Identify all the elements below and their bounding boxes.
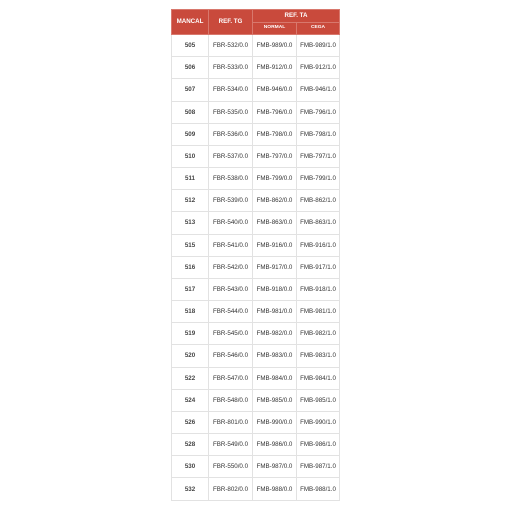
cell-ref-ta-normal: FMB-984/0.0	[253, 367, 297, 389]
table-row	[172, 190, 340, 212]
cell-ref-tg: FBR-534/0.0	[209, 79, 253, 101]
table-row	[172, 123, 340, 145]
cell-ref-tg: FBR-550/0.0	[209, 456, 253, 478]
cell-mancal: 512	[172, 190, 209, 212]
cell-ref-ta-normal: FMB-862/0.0	[253, 190, 297, 212]
cell-ref-ta-normal: FMB-981/0.0	[253, 301, 297, 323]
cell-ref-ta-cega: FMB-862/1.0	[297, 190, 340, 212]
cell-ref-ta-cega: FMB-798/1.0	[297, 123, 340, 145]
cell-ref-ta-normal: FMB-985/0.0	[253, 389, 297, 411]
cell-mancal: 505	[172, 35, 209, 57]
cell-mancal: 522	[172, 367, 209, 389]
table-row	[172, 345, 340, 367]
table-row	[172, 301, 340, 323]
cell-ref-ta-normal: FMB-912/0.0	[253, 57, 297, 79]
cell-mancal: 518	[172, 301, 209, 323]
mancal-reference-table-container	[171, 9, 339, 501]
cell-ref-ta-cega: FMB-984/1.0	[297, 367, 340, 389]
cell-ref-ta-cega: FMB-863/1.0	[297, 212, 340, 234]
cell-ref-tg: FBR-547/0.0	[209, 367, 253, 389]
table-body	[172, 35, 340, 501]
cell-ref-tg: FBR-533/0.0	[209, 57, 253, 79]
cell-ref-tg: FBR-546/0.0	[209, 345, 253, 367]
cell-ref-ta-cega: FMB-918/1.0	[297, 278, 340, 300]
table-row	[172, 168, 340, 190]
cell-ref-ta-cega: FMB-987/1.0	[297, 456, 340, 478]
header-ref-ta: REF. TA	[253, 10, 340, 23]
table-row	[172, 145, 340, 167]
cell-mancal: 517	[172, 278, 209, 300]
cell-mancal: 532	[172, 478, 209, 500]
cell-mancal: 530	[172, 456, 209, 478]
cell-ref-ta-normal: FMB-799/0.0	[253, 168, 297, 190]
cell-mancal: 528	[172, 434, 209, 456]
cell-ref-ta-cega: FMB-916/1.0	[297, 234, 340, 256]
header-normal: NORMAL	[253, 23, 297, 35]
cell-ref-ta-cega: FMB-986/1.0	[297, 434, 340, 456]
table-row	[172, 256, 340, 278]
table-row	[172, 478, 340, 500]
cell-ref-ta-normal: FMB-982/0.0	[253, 323, 297, 345]
cell-mancal: 507	[172, 79, 209, 101]
cell-ref-ta-cega: FMB-946/1.0	[297, 79, 340, 101]
table-row	[172, 101, 340, 123]
cell-ref-ta-cega: FMB-982/1.0	[297, 323, 340, 345]
cell-ref-tg: FBR-548/0.0	[209, 389, 253, 411]
cell-ref-ta-cega: FMB-797/1.0	[297, 145, 340, 167]
cell-ref-ta-cega: FMB-981/1.0	[297, 301, 340, 323]
table-row	[172, 212, 340, 234]
cell-ref-ta-normal: FMB-863/0.0	[253, 212, 297, 234]
cell-ref-ta-cega: FMB-917/1.0	[297, 256, 340, 278]
cell-ref-ta-normal: FMB-990/0.0	[253, 411, 297, 433]
table-row	[172, 57, 340, 79]
cell-ref-tg: FBR-542/0.0	[209, 256, 253, 278]
cell-mancal: 519	[172, 323, 209, 345]
cell-ref-ta-normal: FMB-983/0.0	[253, 345, 297, 367]
cell-ref-ta-cega: FMB-990/1.0	[297, 411, 340, 433]
cell-ref-tg: FBR-801/0.0	[209, 411, 253, 433]
cell-ref-ta-cega: FMB-989/1.0	[297, 35, 340, 57]
table-row	[172, 434, 340, 456]
header-mancal: MANCAL	[172, 10, 209, 35]
cell-ref-ta-cega: FMB-988/1.0	[297, 478, 340, 500]
cell-ref-ta-cega: FMB-796/1.0	[297, 101, 340, 123]
cell-ref-ta-normal: FMB-917/0.0	[253, 256, 297, 278]
cell-ref-ta-normal: FMB-946/0.0	[253, 79, 297, 101]
table-header	[172, 10, 340, 35]
cell-ref-tg: FBR-541/0.0	[209, 234, 253, 256]
cell-ref-ta-cega: FMB-799/1.0	[297, 168, 340, 190]
cell-ref-ta-normal: FMB-988/0.0	[253, 478, 297, 500]
cell-ref-tg: FBR-540/0.0	[209, 212, 253, 234]
cell-ref-tg: FBR-544/0.0	[209, 301, 253, 323]
cell-ref-tg: FBR-543/0.0	[209, 278, 253, 300]
table-row	[172, 323, 340, 345]
cell-mancal: 526	[172, 411, 209, 433]
table-row	[172, 389, 340, 411]
table-row	[172, 79, 340, 101]
cell-mancal: 516	[172, 256, 209, 278]
cell-mancal: 511	[172, 168, 209, 190]
table-row	[172, 234, 340, 256]
table-row	[172, 411, 340, 433]
cell-mancal: 515	[172, 234, 209, 256]
cell-mancal: 524	[172, 389, 209, 411]
cell-mancal: 513	[172, 212, 209, 234]
cell-ref-tg: FBR-535/0.0	[209, 101, 253, 123]
table-row	[172, 456, 340, 478]
table-row	[172, 278, 340, 300]
table-row	[172, 35, 340, 57]
cell-mancal: 508	[172, 101, 209, 123]
cell-ref-tg: FBR-802/0.0	[209, 478, 253, 500]
cell-ref-ta-normal: FMB-918/0.0	[253, 278, 297, 300]
cell-ref-ta-normal: FMB-986/0.0	[253, 434, 297, 456]
cell-mancal: 520	[172, 345, 209, 367]
cell-mancal: 509	[172, 123, 209, 145]
cell-ref-ta-cega: FMB-983/1.0	[297, 345, 340, 367]
cell-ref-tg: FBR-536/0.0	[209, 123, 253, 145]
header-cega: CEGA	[297, 23, 340, 35]
cell-ref-ta-normal: FMB-987/0.0	[253, 456, 297, 478]
cell-ref-ta-cega: FMB-912/1.0	[297, 57, 340, 79]
cell-ref-ta-normal: FMB-989/0.0	[253, 35, 297, 57]
mancal-reference-table	[171, 9, 340, 501]
cell-ref-ta-normal: FMB-916/0.0	[253, 234, 297, 256]
cell-ref-tg: FBR-549/0.0	[209, 434, 253, 456]
cell-ref-tg: FBR-539/0.0	[209, 190, 253, 212]
cell-ref-ta-normal: FMB-796/0.0	[253, 101, 297, 123]
cell-ref-ta-cega: FMB-985/1.0	[297, 389, 340, 411]
table-row	[172, 367, 340, 389]
cell-mancal: 506	[172, 57, 209, 79]
cell-ref-tg: FBR-545/0.0	[209, 323, 253, 345]
cell-ref-tg: FBR-537/0.0	[209, 145, 253, 167]
cell-ref-ta-normal: FMB-798/0.0	[253, 123, 297, 145]
header-ref-tg: REF. TG	[209, 10, 253, 35]
cell-ref-tg: FBR-532/0.0	[209, 35, 253, 57]
cell-ref-tg: FBR-538/0.0	[209, 168, 253, 190]
header-row-top	[172, 10, 340, 23]
cell-mancal: 510	[172, 145, 209, 167]
cell-ref-ta-normal: FMB-797/0.0	[253, 145, 297, 167]
